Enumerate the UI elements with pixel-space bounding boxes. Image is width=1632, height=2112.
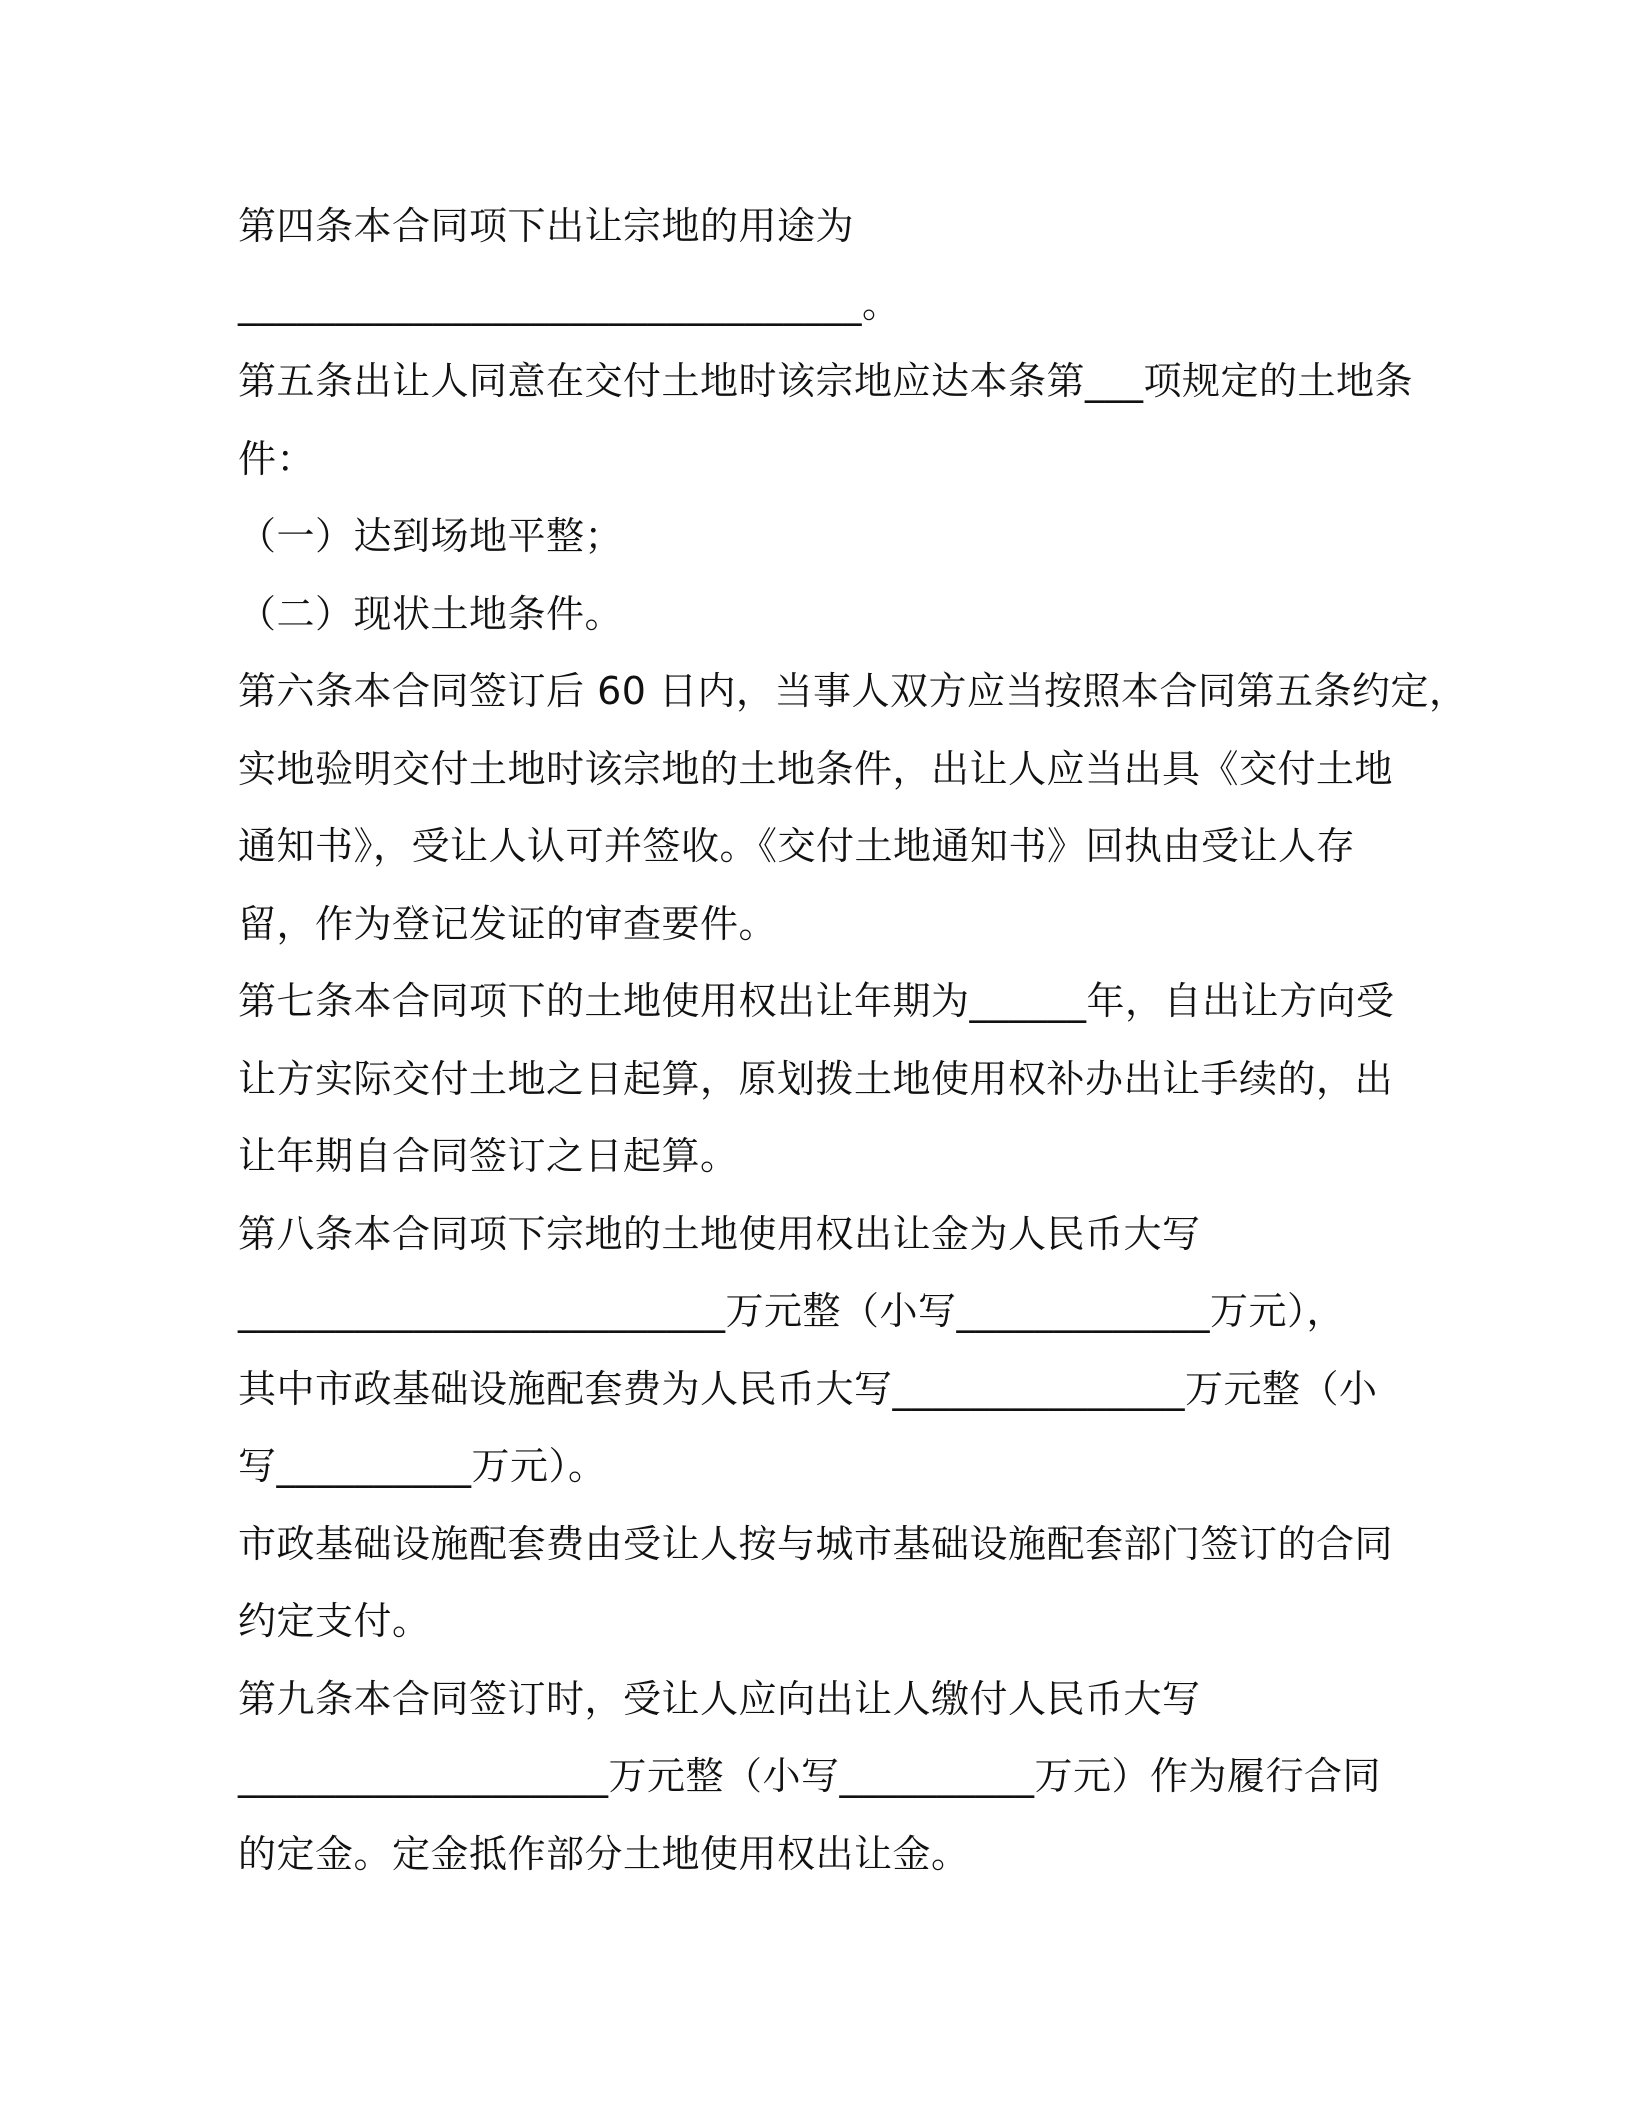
text-line: 约定支付。 [238,1599,431,1643]
text-line: _________________________万元整（小写_____________万元）， [238,1289,1346,1333]
document-body [238,188,1468,1893]
text-line: 第四条本合同项下出让宗地的用途为 [238,204,855,248]
text-line: （二）现状土地条件。 [238,591,624,636]
text-line: 市政基础设施配套费由受让人按与城市基础设施配套部门签订的合同 [238,1521,1394,1566]
text-line: （一）达到场地平整； [238,514,624,558]
text-line: ________________________________。 [238,281,901,326]
text-line: ___________________万元整（小写__________万元）作为履行合同 [238,1754,1382,1798]
text-line: 留，作为登记发证的审查要件。 [238,901,778,946]
text-line: 第五条出让人同意在交付土地时该宗地应达本条第___项规定的土地条 [238,359,1414,403]
text-line: 第八条本合同项下宗地的土地使用权出让金为人民币大写 [238,1211,1201,1256]
text-line: 其中市政基础设施配套费为人民币大写_______________万元整（小 [238,1366,1378,1411]
text-line: 第七条本合同项下的土地使用权出让年期为______年，自出让方向受 [238,979,1395,1023]
text-line: 写__________万元）。 [238,1444,607,1488]
text-line: 件： [238,436,316,481]
text-line: 让方实际交付土地之日起算，原划拨土地使用权补办出让手续的，出 [238,1056,1394,1101]
text-line: 第九条本合同签订时，受让人应向出让人缴付人民币大写 [238,1676,1201,1721]
text-line: 的定金。定金抵作部分土地使用权出让金。 [238,1831,970,1876]
text-line: 第六条本合同签订后 60 日内，当事人双方应当按照本合同第五条约定， [238,669,1468,713]
text-line: 让年期自合同签订之日起算。 [238,1134,739,1178]
text-line: 实地验明交付土地时该宗地的土地条件，出让人应当出具《交付土地 [238,746,1394,791]
text-line: 通知书》，受让人认可并签收。《交付土地通知书》回执由受让人存 [238,824,1356,868]
